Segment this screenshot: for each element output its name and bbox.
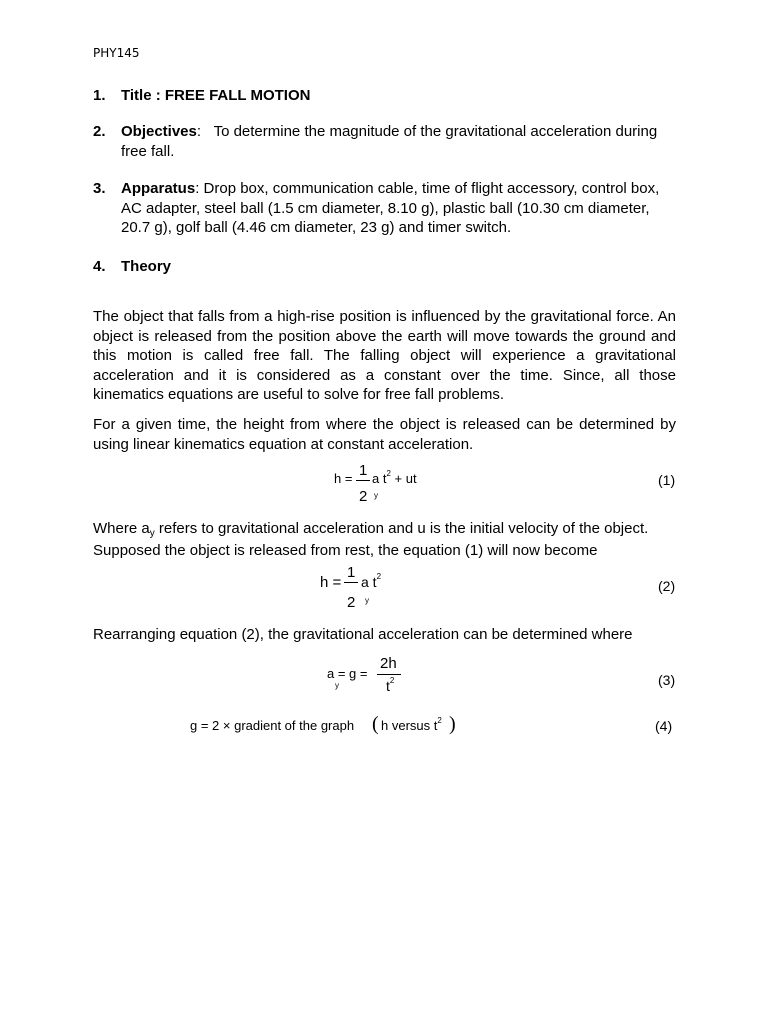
- eq1-lhs: h =: [334, 471, 353, 486]
- theory-paragraph-4: Rearranging equation (2), the gravitational acceleration can be determined where: [93, 626, 633, 643]
- eq1-subscript: y: [374, 491, 378, 500]
- eq2-exponent: 2: [376, 572, 382, 581]
- p3-rest: refers to gravitational acceleration and u is the initial velocity of the object.: [154, 520, 649, 537]
- eq1-fraction-bar: [356, 480, 370, 481]
- objectives-body: [121, 122, 683, 161]
- theory-paragraph-1: The object that falls from a high-rise position is influenced by the gravitational force. An object is released from the position above the earth will move towards the ground and this motion is called free fall. The falling object will experience a gravitational acceleration and it is considered as a constant over the time. Since, all those kinematics equations are useful to solve for free fall problems.: [93, 308, 676, 404]
- eq3-subscript: y: [335, 681, 339, 690]
- eq3-fraction-bar: [377, 674, 401, 675]
- eq3-den-t: t: [386, 678, 390, 694]
- separator: :: [195, 180, 200, 197]
- eq3-number: (3): [658, 672, 676, 688]
- eq3-numerator: 2h: [380, 655, 397, 672]
- eq2-lhs: h =: [320, 574, 342, 591]
- p3-start: Where a: [93, 520, 150, 537]
- objectives-text: To determine the magnitude of the gravitational acceleration during: [213, 123, 658, 140]
- p3-subscript: y: [149, 528, 155, 539]
- eq3-denominator: [386, 678, 394, 694]
- eq1-body: [372, 471, 417, 486]
- eq4-number: (4): [655, 718, 673, 734]
- eq1-numerator: 1: [359, 462, 368, 479]
- section-number: 3.: [93, 180, 106, 197]
- eq3-equals: = g =: [334, 666, 368, 681]
- section-number: 4.: [93, 258, 106, 275]
- eq2-subscript: y: [365, 596, 369, 605]
- equation-4: [0, 714, 768, 740]
- equation-2: [0, 562, 768, 612]
- theory-heading: Theory: [121, 258, 172, 275]
- theory-paragraph-2: For a given time, the height from where the object is released can be determined by using linear kinematics equation at constant acceleration.: [93, 416, 676, 453]
- section-apparatus: [93, 179, 683, 239]
- eq4-inner-text: h versus t: [381, 718, 438, 733]
- eq3-den-exponent: 2: [389, 676, 395, 685]
- objectives-label: Objectives: [121, 123, 197, 140]
- eq2-body: [361, 574, 381, 590]
- title-heading: Title : FREE FALL MOTION: [121, 87, 311, 104]
- apparatus-line-3: 20.7 g), golf ball (4.46 cm diameter, 23 g) and timer switch.: [121, 219, 512, 236]
- objectives-text-cont: free fall.: [121, 142, 175, 160]
- theory-paragraph-3: [93, 519, 676, 560]
- eq2-numerator: 1: [347, 564, 356, 581]
- p3-line-2: Supposed the object is released from rest, the equation (1) will now become: [93, 541, 598, 559]
- eq2-fraction-bar: [344, 582, 358, 583]
- eq3-a: a: [327, 666, 335, 681]
- eq4-exponent: 2: [437, 716, 442, 725]
- apparatus-line-1: Drop box, communication cable, time of flight accessory, control box,: [203, 180, 660, 197]
- eq4-close-paren: ): [449, 713, 456, 735]
- eq2-term: a t: [361, 574, 377, 590]
- page-header: PHY145: [93, 46, 140, 60]
- equation-1: [0, 460, 768, 510]
- eq2-denominator: 2: [347, 594, 356, 611]
- section-number: 2.: [93, 123, 106, 140]
- separator: :: [196, 123, 202, 140]
- eq4-open-paren: (: [372, 713, 379, 735]
- eq1-number: (1): [658, 472, 676, 488]
- apparatus-body: [121, 179, 683, 238]
- eq1-denominator: 2: [359, 488, 368, 505]
- eq1-tail: + ut: [390, 471, 417, 486]
- eq3-lhs: [327, 666, 367, 681]
- section-objectives: [93, 122, 683, 162]
- eq1-term: a t: [372, 471, 387, 486]
- section-number: 1.: [93, 87, 106, 104]
- eq4-text: g = 2 × gradient of the graph: [190, 718, 355, 733]
- eq1-exponent: 2: [386, 469, 391, 478]
- equation-3: [0, 654, 768, 700]
- apparatus-label: Apparatus: [121, 180, 196, 197]
- eq4-inner: [381, 718, 442, 733]
- eq2-number: (2): [658, 578, 676, 594]
- apparatus-line-2: AC adapter, steel ball (1.5 cm diameter, 8.10 g), plastic ball (10.30 cm diameter,: [121, 199, 650, 217]
